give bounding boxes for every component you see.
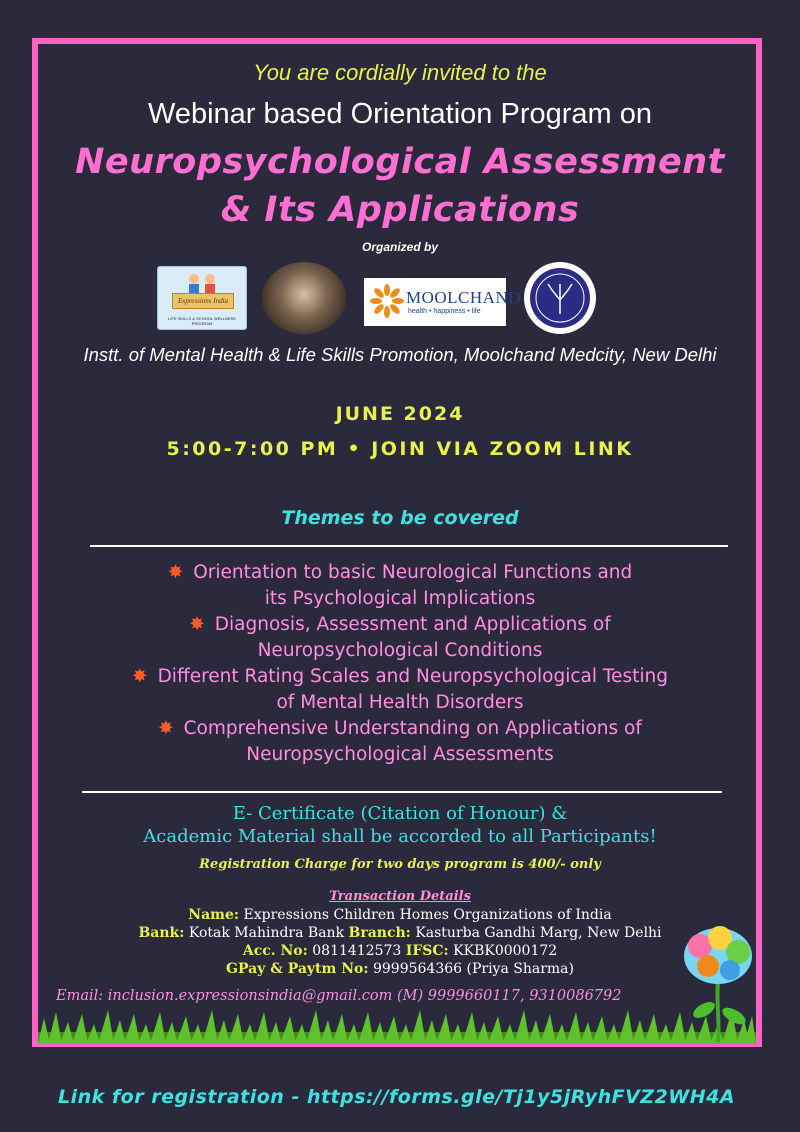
registration-link[interactable]: Link for registration - https://forms.gle/Tj1y5jRyhFVZ2WH4A xyxy=(58,1086,736,1108)
group-photo-logo xyxy=(262,262,346,334)
transaction-gpay-row: GPay & Paytm No: 9999564366 (Priya Sharma) xyxy=(226,961,574,977)
theme-item: ✸ Orientation to basic Neurological Functions and its Psychological Implications xyxy=(167,562,633,609)
burst-icon: ✸ xyxy=(167,562,184,583)
transaction-heading: Transaction Details xyxy=(329,889,471,904)
theme-item: ✸ Comprehensive Understanding on Applications of Neuropsychological Assessments xyxy=(158,718,642,765)
brain-flower-icon xyxy=(680,924,756,1044)
moolchand-logo xyxy=(364,278,521,326)
burst-icon: ✸ xyxy=(189,614,205,635)
themes-list xyxy=(0,560,800,768)
burst-icon: ✸ xyxy=(158,718,174,739)
certificate-line-1: E- Certificate (Citation of Honour) & xyxy=(232,803,568,824)
moolchand-name: MOOLCHAND xyxy=(406,288,521,307)
invite-line: You are cordially invited to the xyxy=(253,60,547,85)
transaction-account-row: Acc. No: 0811412573 IFSC: KKBK0000172 xyxy=(242,943,558,959)
expressions-india-name: Expressions India xyxy=(172,293,234,309)
event-time: 5:00-7:00 PM • JOIN VIA ZOOM LINK xyxy=(166,438,634,460)
organized-by-label: Organized by xyxy=(361,240,438,254)
title-line-1: Neuropsychological Assessment xyxy=(75,142,725,182)
burst-icon: ✸ xyxy=(132,666,148,687)
divider xyxy=(82,791,722,793)
aiducap-logo xyxy=(524,262,596,334)
theme-item: ✸ Diagnosis, Assessment and Applications of Neuropsychological Conditions xyxy=(189,614,611,661)
divider xyxy=(90,545,728,547)
contact-line: Email: inclusion.expressionsindia@gmail.com (M) 9999660117, 9310086792 xyxy=(56,988,622,1004)
organizer-logos xyxy=(0,262,800,334)
title-line-2: & Its Applications xyxy=(220,190,580,230)
moolchand-tagline: health • happiness • life xyxy=(408,308,481,315)
themes-heading: Themes to be covered xyxy=(281,507,519,529)
institution-line: Instt. of Mental Health & Life Skills Promotion, Moolchand Medcity, New Delhi xyxy=(83,344,717,365)
transaction-bank-row: Bank: Kotak Mahindra Bank Branch: Kasturba Gandhi Marg, New Delhi xyxy=(138,925,662,941)
transaction-name-row: Name: Expressions Children Homes Organizations of India xyxy=(188,907,612,923)
tree-icon xyxy=(530,268,590,328)
certificate-line-2: Academic Material shall be accorded to all Participants! xyxy=(143,826,657,847)
grass-decoration xyxy=(38,1010,756,1044)
theme-item: ✸ Different Rating Scales and Neuropsychological Testing of Mental Health Disorders xyxy=(132,666,668,713)
event-date: JUNE 2024 xyxy=(335,403,465,425)
expressions-india-logo xyxy=(157,266,247,330)
registration-charge: Registration Charge for two days program is 400/- only xyxy=(199,857,601,872)
flower-icon xyxy=(370,284,404,318)
webinar-line: Webinar based Orientation Program on xyxy=(147,98,653,130)
expressions-india-subtitle: LIFE SKILLS & SCHOOL WELLNESS PROGRAM xyxy=(168,316,236,326)
